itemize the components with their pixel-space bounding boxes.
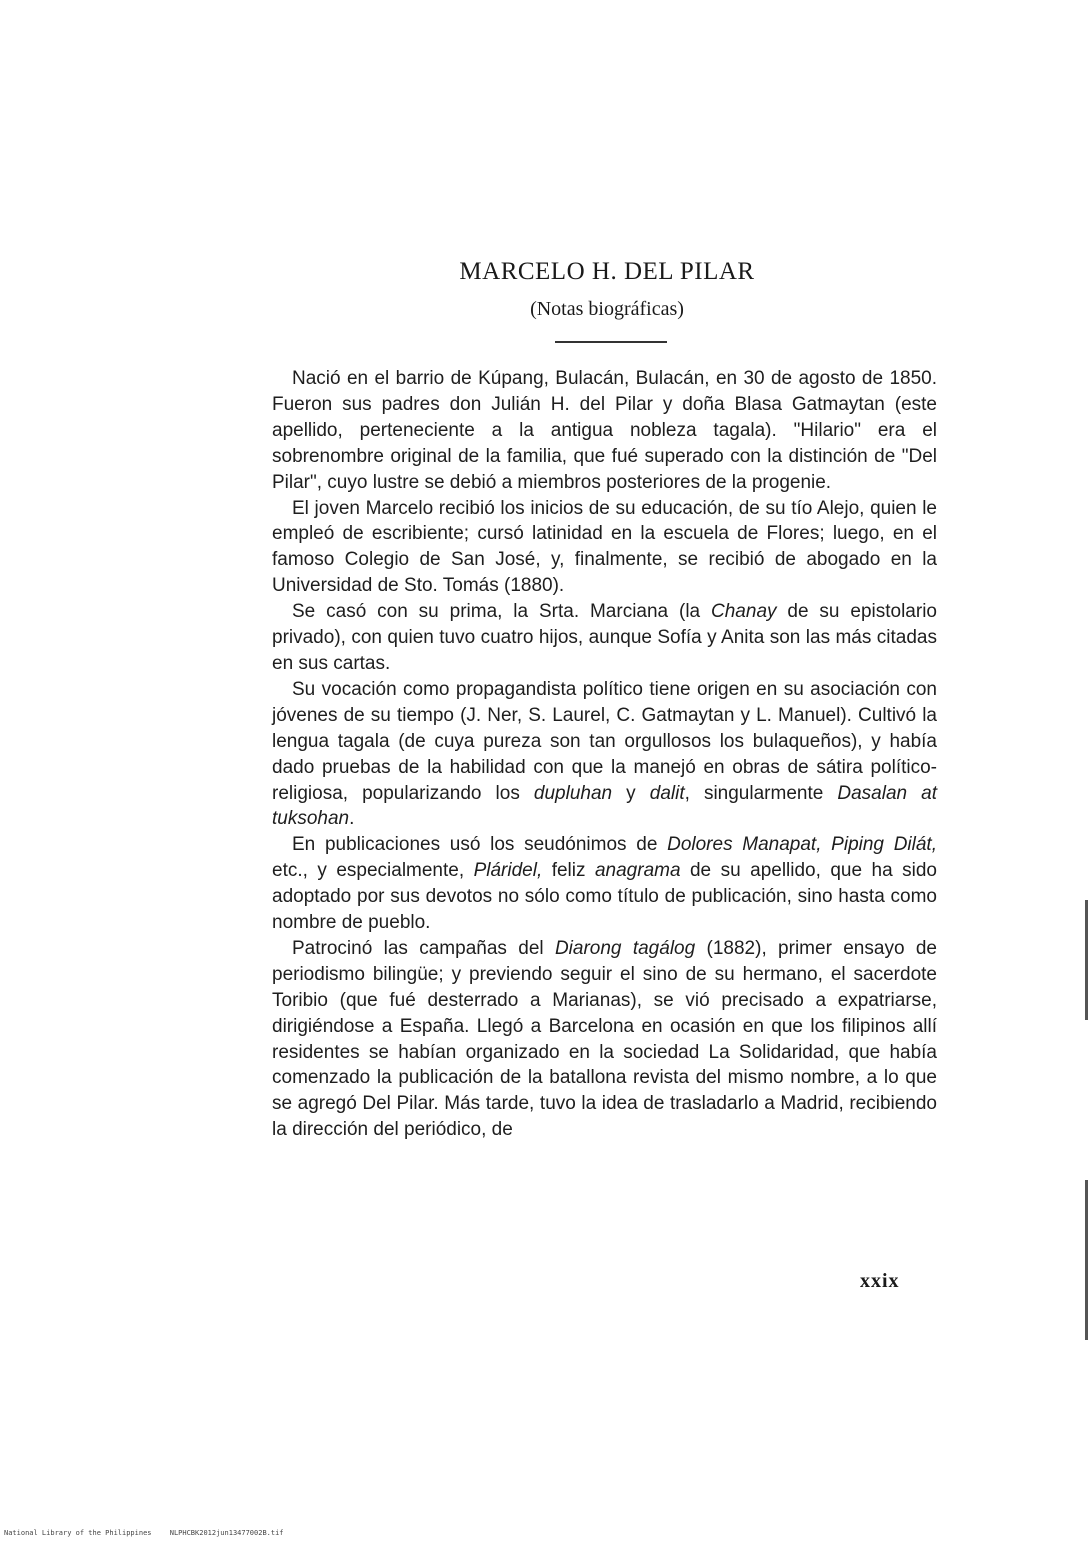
page-title: MARCELO H. DEL PILAR — [459, 258, 755, 285]
text-run: y — [612, 782, 650, 804]
italic-run: dupluhan — [533, 782, 613, 804]
italic-run: Diarong tagálog — [554, 937, 696, 959]
text-run: feliz — [542, 860, 595, 882]
text-run: En publicaciones usó los seudónimos de — [292, 834, 668, 856]
text-run: Se casó con su prima, la Srta. Marciana (la — [292, 601, 712, 623]
italic-run: Chanay — [711, 601, 777, 623]
text-run: . — [349, 808, 355, 830]
library-credit: National Library of the Philippines — [4, 1529, 152, 1537]
page-subtitle: (Notas biográficas) — [530, 298, 684, 320]
paragraph — [272, 936, 937, 1143]
italic-run: Pláridel, — [473, 860, 543, 882]
italic-run: dalit — [649, 782, 685, 804]
body-text — [272, 366, 937, 1143]
scan-edge-mark — [1085, 900, 1088, 1020]
text-run: etc., y especialmente, — [272, 860, 474, 882]
text-run: Patrocinó las campañas del — [292, 937, 555, 959]
scan-footer — [4, 1529, 298, 1537]
scan-edge-mark — [1085, 1180, 1088, 1340]
scan-file-id: NLPHCBK2012jun13477002B.tif — [169, 1529, 284, 1537]
paragraph — [272, 832, 937, 936]
paragraph — [272, 677, 937, 832]
text-run: de su epistolario privado), con quien tuvo cuatro hijos, aunque Sofía y Anita son las más citadas en sus cartas. — [272, 601, 937, 674]
text-run: Nació en el barrio de Kúpang, Bulacán, Bulacán, en 30 de agosto de 1850. Fueron sus padres don Julián H. del Pilar y doña Blasa Gatmaytan (este apellido, perteneciente a la antigua nobleza tagala). "Hilario" era el sobrenombre original de la familia, que fué superado con la distinción de "Del Pilar", cuyo lustre se debió a miembros posteriores de la progenie. — [272, 368, 937, 493]
page-number: xxix — [860, 1270, 900, 1292]
italic-run: anagrama — [594, 860, 681, 882]
italic-run: Dolores Manapat, Piping Dilát, — [667, 834, 937, 856]
text-run: El joven Marcelo recibió los inicios de su educación, de su tío Alejo, quien le empleó de escribiente; cursó latinidad en la escuela de Flores; luego, en el famoso Colegio de San José, y, finalmente, se recibió de abogado en la Universidad de Sto. Tomás (1880). — [272, 497, 937, 597]
paragraph — [272, 366, 937, 496]
italic-run: Dasalan at tuksohan — [272, 782, 937, 830]
paragraph — [272, 496, 937, 600]
text-run: (1882), primer ensayo de periodismo bilingüe; y previendo seguir el sino de su hermano, el sacerdote Toribio (que fué desterrado a Marianas), se vió precisado a expatriarse, dirigiéndose a España. Llegó a Barcelona en ocasión en que los filipinos allí residentes se habían organizado en la sociedad La Solidaridad, que había comenzado la publicación de la batallona revista del mismo nombre, a lo que se agregó Del Pilar. Más tarde, tuvo la idea de trasladarlo a Madrid, recibiendo la dirección del periódico, de — [272, 937, 937, 1141]
title-divider — [555, 341, 667, 343]
text-run: de su apellido, que ha sido adoptado por sus devotos no sólo como título de publicación, sino hasta como nombre de pueblo. — [272, 860, 937, 934]
text-run: Su vocación como propagandista político tiene origen en su asociación con jóvenes de su tiempo (J. Ner, S. Laurel, C. Gatmaytan y L. Manuel). Cultivó la lengua tagala (de cuya pureza son tan orgullosos los bulaqueños), y había dado pruebas de la habilidad con que la manejó en obras de sátira político-religiosa, popularizando los — [272, 678, 937, 804]
text-run: , singularmente — [684, 782, 838, 804]
paragraph — [272, 599, 937, 677]
